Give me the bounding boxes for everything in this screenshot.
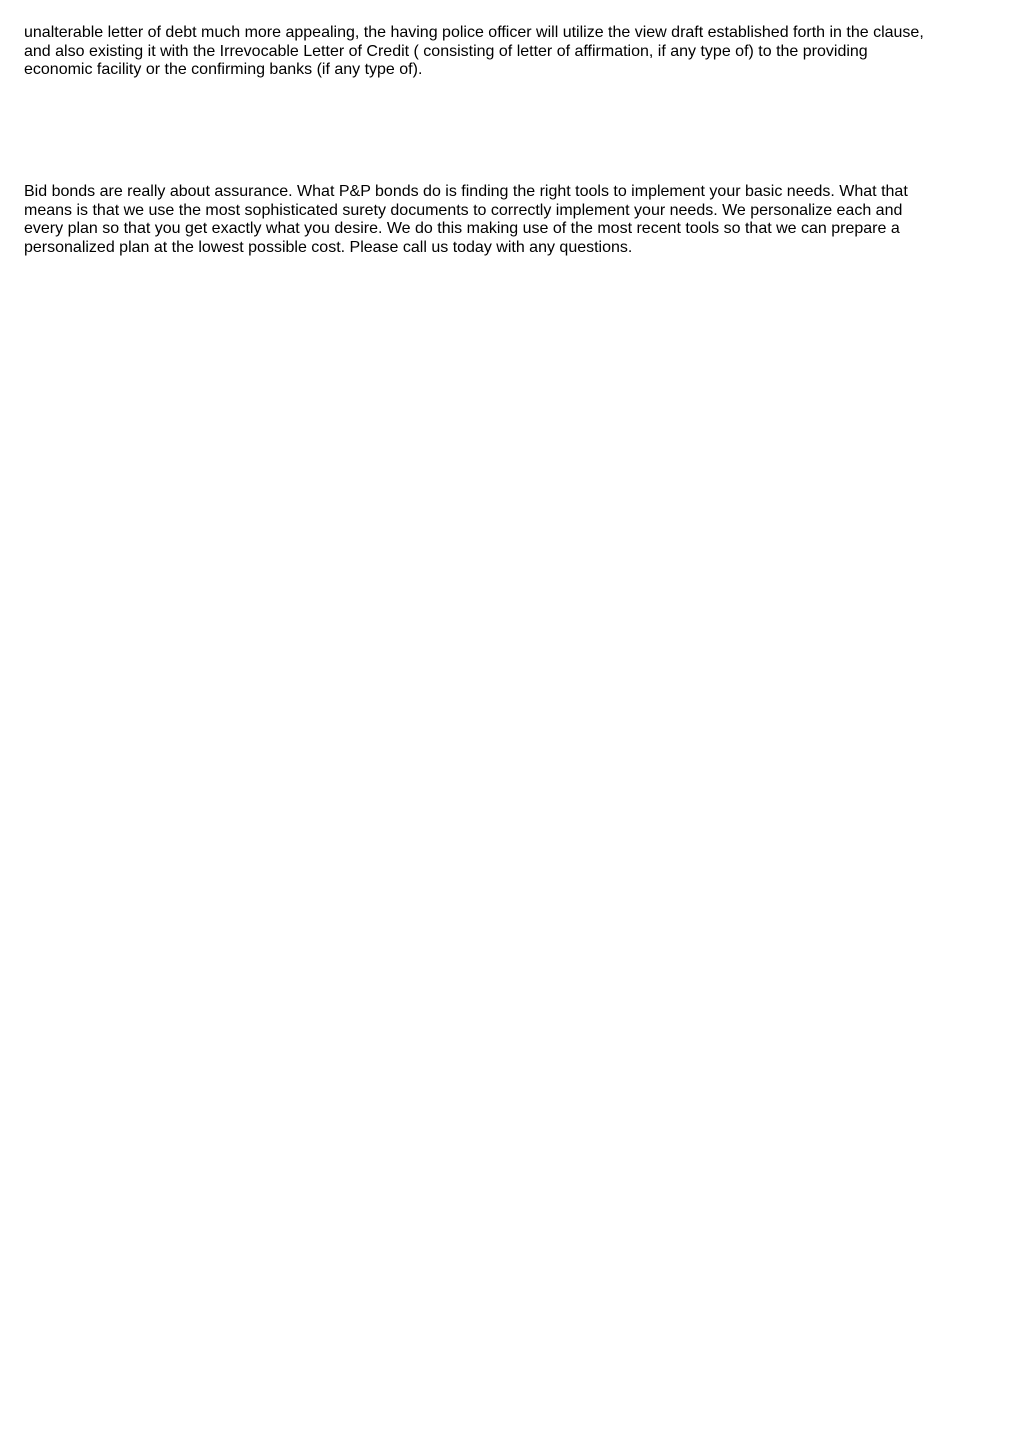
text-line: unalterable letter of debt much more appealing, the having police officer will utilize the view draft established forth in the clause, bbox=[24, 24, 924, 41]
text-line: personalized plan at the lowest possible cost. Please call us today with any questions. bbox=[24, 238, 633, 256]
text-line: economic facility or the confirming banks (if any type of). bbox=[24, 61, 423, 79]
text-line: Bid bonds are really about assurance. What P&P bonds do is finding the right tools to implement your basic needs. What that bbox=[24, 183, 908, 200]
text-line: every plan so that you get exactly what you desire. We do this making use of the most recent tools so that we can prepare a bbox=[24, 220, 900, 238]
text-line: and also existing it with the Irrevocable Letter of Credit ( consisting of letter of affirmation, if any type of) to the providing bbox=[24, 42, 868, 60]
paragraph-bid-bonds bbox=[24, 183, 1004, 257]
paragraph-letter-of-credit bbox=[24, 24, 1004, 80]
text-line: means is that we use the most sophisticated surety documents to correctly implement your needs. We personalize each and bbox=[24, 201, 903, 219]
